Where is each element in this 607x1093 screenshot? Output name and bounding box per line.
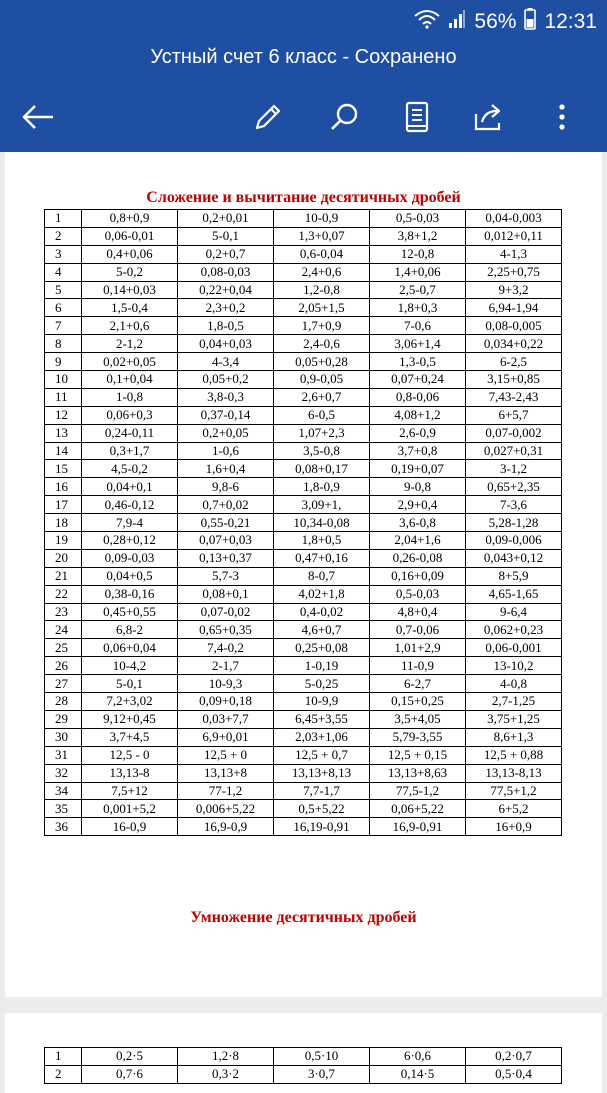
expression-cell: 10-9,9 bbox=[274, 693, 370, 711]
expression-cell: 7,7-1,7 bbox=[274, 782, 370, 800]
row-number: 10 bbox=[45, 371, 82, 389]
expression-cell: 10-9,3 bbox=[178, 675, 274, 693]
expression-cell: 16+0,9 bbox=[466, 818, 562, 836]
expression-cell: 0,09-0,03 bbox=[82, 549, 178, 567]
expression-cell: 5-0,1 bbox=[82, 675, 178, 693]
row-number: 28 bbox=[45, 693, 82, 711]
row-number: 19 bbox=[45, 532, 82, 550]
expression-cell: 77,5+1,2 bbox=[466, 782, 562, 800]
row-number: 12 bbox=[45, 406, 82, 424]
row-number: 27 bbox=[45, 675, 82, 693]
row-number: 5 bbox=[45, 281, 82, 299]
expression-cell: 1,8+0,3 bbox=[370, 299, 466, 317]
expression-cell: 12,5 + 0,15 bbox=[370, 746, 466, 764]
status-bar bbox=[0, 0, 607, 40]
row-number: 15 bbox=[45, 460, 82, 478]
expression-cell: 1-0,19 bbox=[274, 657, 370, 675]
expression-cell: 4,5-0,2 bbox=[82, 460, 178, 478]
expression-cell: 0,2+0,01 bbox=[178, 210, 274, 228]
expression-cell: 0,16+0,09 bbox=[370, 567, 466, 585]
expression-cell: 0,006+5,22 bbox=[178, 800, 274, 818]
expression-cell: 0,05+0,2 bbox=[178, 371, 274, 389]
expression-cell: 6,45+3,55 bbox=[274, 710, 370, 728]
expression-cell: 0,46-0,12 bbox=[82, 496, 178, 514]
expression-cell: 11-0,9 bbox=[370, 657, 466, 675]
table-row bbox=[45, 585, 562, 603]
expression-cell: 3,8-0,3 bbox=[178, 388, 274, 406]
expression-cell: 3,06+1,4 bbox=[370, 335, 466, 353]
table-row bbox=[45, 675, 562, 693]
expression-cell: 0,4+0,06 bbox=[82, 245, 178, 263]
expression-cell: 0,9-0,05 bbox=[274, 371, 370, 389]
expression-cell: 3,5-0,8 bbox=[274, 442, 370, 460]
expression-cell: 7,2+3,02 bbox=[82, 693, 178, 711]
expression-cell: 1,8-0,5 bbox=[178, 317, 274, 335]
table-row bbox=[45, 406, 562, 424]
table-row bbox=[45, 1065, 562, 1083]
table-row bbox=[45, 210, 562, 228]
expression-cell: 12,5 - 0 bbox=[82, 746, 178, 764]
expression-cell: 8,6+1,3 bbox=[466, 728, 562, 746]
expression-cell: 2-1,2 bbox=[82, 335, 178, 353]
expression-cell: 16,9-0,9 bbox=[178, 818, 274, 836]
expression-cell: 6,94-1,94 bbox=[466, 299, 562, 317]
expression-cell: 1,4+0,06 bbox=[370, 263, 466, 281]
row-number: 6 bbox=[45, 299, 82, 317]
row-number: 18 bbox=[45, 514, 82, 532]
expression-cell: 0,04+0,1 bbox=[82, 478, 178, 496]
expression-cell: 0,06-0,01 bbox=[82, 227, 178, 245]
row-number: 30 bbox=[45, 728, 82, 746]
expression-cell: 0,06-0,001 bbox=[466, 639, 562, 657]
expression-cell: 13,13-8,13 bbox=[466, 764, 562, 782]
expression-cell: 0,1+0,04 bbox=[82, 371, 178, 389]
app-bar bbox=[0, 40, 607, 152]
row-number: 7 bbox=[45, 317, 82, 335]
expression-cell: 0,09-0,006 bbox=[466, 532, 562, 550]
expression-cell: 0,05+0,28 bbox=[274, 353, 370, 371]
expression-cell: 3,6-0,8 bbox=[370, 514, 466, 532]
table-row bbox=[45, 746, 562, 764]
expression-cell: 2-1,7 bbox=[178, 657, 274, 675]
table-row bbox=[45, 710, 562, 728]
expression-cell: 9,12+0,45 bbox=[82, 710, 178, 728]
expression-cell: 77,5-1,2 bbox=[370, 782, 466, 800]
table-row bbox=[45, 245, 562, 263]
table-row bbox=[45, 478, 562, 496]
row-number: 16 bbox=[45, 478, 82, 496]
row-number: 26 bbox=[45, 657, 82, 675]
expression-cell: 1,5-0,4 bbox=[82, 299, 178, 317]
expression-cell: 2,04+1,6 bbox=[370, 532, 466, 550]
row-number: 25 bbox=[45, 639, 82, 657]
expression-cell: 6-0,5 bbox=[274, 406, 370, 424]
expression-cell: 0,07+0,03 bbox=[178, 532, 274, 550]
expression-cell: 6,8-2 bbox=[82, 621, 178, 639]
row-number: 14 bbox=[45, 442, 82, 460]
expression-cell: 0,08+0,17 bbox=[274, 460, 370, 478]
back-arrow-icon[interactable] bbox=[16, 95, 60, 139]
expression-cell: 4,8+0,4 bbox=[370, 603, 466, 621]
expression-cell: 6-2,7 bbox=[370, 675, 466, 693]
expression-cell: 0,001+5,2 bbox=[82, 800, 178, 818]
document-page-1 bbox=[5, 152, 602, 997]
expression-cell: 1,01+2,9 bbox=[370, 639, 466, 657]
table-row bbox=[45, 335, 562, 353]
expression-cell: 0,14+0,03 bbox=[82, 281, 178, 299]
row-number: 11 bbox=[45, 388, 82, 406]
table-row bbox=[45, 782, 562, 800]
expression-cell: 7,9-4 bbox=[82, 514, 178, 532]
expression-cell: 1,6+0,4 bbox=[178, 460, 274, 478]
row-number: 24 bbox=[45, 621, 82, 639]
table-row bbox=[45, 639, 562, 657]
expression-cell: 2,05+1,5 bbox=[274, 299, 370, 317]
expression-cell: 0,043+0,12 bbox=[466, 549, 562, 567]
expression-cell: 0,5-0,03 bbox=[370, 585, 466, 603]
table-row bbox=[45, 496, 562, 514]
expression-cell: 4-3,4 bbox=[178, 353, 274, 371]
row-number: 13 bbox=[45, 424, 82, 442]
table-row bbox=[45, 371, 562, 389]
expression-cell: 2,25+0,75 bbox=[466, 263, 562, 281]
table-row bbox=[45, 657, 562, 675]
expression-cell: 0,04+0,03 bbox=[178, 335, 274, 353]
expression-cell: 0,5·0,4 bbox=[466, 1065, 562, 1083]
expression-cell: 1,7+0,9 bbox=[274, 317, 370, 335]
expression-cell: 0,034+0,22 bbox=[466, 335, 562, 353]
table-row bbox=[45, 567, 562, 585]
table-row bbox=[45, 424, 562, 442]
expression-cell: 0,28+0,12 bbox=[82, 532, 178, 550]
expression-cell: 0,24-0,11 bbox=[82, 424, 178, 442]
expression-cell: 0,8-0,06 bbox=[370, 388, 466, 406]
expression-cell: 3,75+1,25 bbox=[466, 710, 562, 728]
expression-cell: 5,7-3 bbox=[178, 567, 274, 585]
expression-cell: 9,8-6 bbox=[178, 478, 274, 496]
expression-cell: 1,2-0,8 bbox=[274, 281, 370, 299]
expression-cell: 0,7+0,02 bbox=[178, 496, 274, 514]
expression-cell: 0,02+0,05 bbox=[82, 353, 178, 371]
more-vert-icon[interactable] bbox=[540, 95, 584, 139]
expression-cell: 0,07-0,002 bbox=[466, 424, 562, 442]
expression-cell: 1-0,8 bbox=[82, 388, 178, 406]
expression-cell: 0,7-0,06 bbox=[370, 621, 466, 639]
expression-cell: 7,4-0,2 bbox=[178, 639, 274, 657]
expression-cell: 2,3+0,2 bbox=[178, 299, 274, 317]
row-number: 35 bbox=[45, 800, 82, 818]
expression-cell: 0,47+0,16 bbox=[274, 549, 370, 567]
expression-cell: 0,22+0,04 bbox=[178, 281, 274, 299]
table-row bbox=[45, 532, 562, 550]
expression-cell: 0,8+0,9 bbox=[82, 210, 178, 228]
expression-cell: 1,07+2,3 bbox=[274, 424, 370, 442]
table-row bbox=[45, 442, 562, 460]
expression-cell: 0,65+0,35 bbox=[178, 621, 274, 639]
expression-cell: 12,5 + 0 bbox=[178, 746, 274, 764]
battery-percent: 56% bbox=[474, 10, 517, 33]
expression-cell: 0,2+0,05 bbox=[178, 424, 274, 442]
table-row bbox=[45, 728, 562, 746]
expression-cell: 0,5-0,03 bbox=[370, 210, 466, 228]
expression-cell: 13,13+8,63 bbox=[370, 764, 466, 782]
expression-cell: 1,3+0,07 bbox=[274, 227, 370, 245]
table-row bbox=[45, 603, 562, 621]
row-number: 4 bbox=[45, 263, 82, 281]
section-title-addition: Сложение и вычитание десятичных дробей bbox=[146, 189, 461, 206]
expression-cell: 1,8+0,5 bbox=[274, 532, 370, 550]
expression-cell: 0,5·10 bbox=[274, 1048, 370, 1066]
expression-cell: 0,2+0,7 bbox=[178, 245, 274, 263]
expression-cell: 2,1+0,6 bbox=[82, 317, 178, 335]
expression-cell: 2,7-1,25 bbox=[466, 693, 562, 711]
expression-cell: 77-1,2 bbox=[178, 782, 274, 800]
table-row bbox=[45, 621, 562, 639]
battery-icon bbox=[524, 8, 536, 36]
expression-cell: 5-0,1 bbox=[178, 227, 274, 245]
expression-cell: 0,04+0,5 bbox=[82, 567, 178, 585]
row-number: 31 bbox=[45, 746, 82, 764]
expression-cell: 0,062+0,23 bbox=[466, 621, 562, 639]
wifi-icon bbox=[414, 9, 440, 35]
expression-cell: 0,25+0,08 bbox=[274, 639, 370, 657]
row-number: 32 bbox=[45, 764, 82, 782]
expression-cell: 12,5 + 0,88 bbox=[466, 746, 562, 764]
row-number: 3 bbox=[45, 245, 82, 263]
expression-cell: 10-0,9 bbox=[274, 210, 370, 228]
clock: 12:31 bbox=[544, 10, 597, 33]
table-row bbox=[45, 549, 562, 567]
expression-cell: 0,37-0,14 bbox=[178, 406, 274, 424]
expression-cell: 3,7+4,5 bbox=[82, 728, 178, 746]
expression-cell: 9-0,8 bbox=[370, 478, 466, 496]
expression-cell: 9-6,4 bbox=[466, 603, 562, 621]
expression-cell: 6,9+0,01 bbox=[178, 728, 274, 746]
expression-cell: 0,65+2,35 bbox=[466, 478, 562, 496]
expression-cell: 2,9+0,4 bbox=[370, 496, 466, 514]
expression-cell: 0,2·5 bbox=[82, 1048, 178, 1066]
expression-cell: 0,08+0,1 bbox=[178, 585, 274, 603]
expression-cell: 0,027+0,31 bbox=[466, 442, 562, 460]
table-row bbox=[45, 693, 562, 711]
table-row bbox=[45, 818, 562, 836]
expression-cell: 0,04-0,003 bbox=[466, 210, 562, 228]
expression-cell: 0,19+0,07 bbox=[370, 460, 466, 478]
expression-cell: 7-0,6 bbox=[370, 317, 466, 335]
expression-cell: 4,65-1,65 bbox=[466, 585, 562, 603]
expression-cell: 6·0,6 bbox=[370, 1048, 466, 1066]
expression-cell: 1,8-0,9 bbox=[274, 478, 370, 496]
row-number: 2 bbox=[45, 227, 82, 245]
table-row bbox=[45, 800, 562, 818]
expression-cell: 5-0,25 bbox=[274, 675, 370, 693]
expression-cell: 0,09+0,18 bbox=[178, 693, 274, 711]
row-number: 9 bbox=[45, 353, 82, 371]
expression-cell: 6-2,5 bbox=[466, 353, 562, 371]
document-page-2 bbox=[5, 1013, 602, 1093]
expression-cell: 16-0,9 bbox=[82, 818, 178, 836]
expression-cell: 10-4,2 bbox=[82, 657, 178, 675]
expression-cell: 2,03+1,06 bbox=[274, 728, 370, 746]
expression-cell: 12,5 + 0,7 bbox=[274, 746, 370, 764]
expression-cell: 9+3,2 bbox=[466, 281, 562, 299]
expression-cell: 3,09+1, bbox=[274, 496, 370, 514]
document-title: Устный счет 6 класс - Сохранено bbox=[150, 46, 457, 68]
expression-cell: 13-10,2 bbox=[466, 657, 562, 675]
table-row bbox=[45, 460, 562, 478]
expression-cell: 2,6+0,7 bbox=[274, 388, 370, 406]
expression-cell: 4-1,3 bbox=[466, 245, 562, 263]
row-number: 2 bbox=[45, 1065, 82, 1083]
expression-cell: 0,06+0,04 bbox=[82, 639, 178, 657]
expression-cell: 0,07+0,24 bbox=[370, 371, 466, 389]
expression-cell: 3,7+0,8 bbox=[370, 442, 466, 460]
expression-cell: 2,5-0,7 bbox=[370, 281, 466, 299]
expression-cell: 0,3+1,7 bbox=[82, 442, 178, 460]
row-number: 23 bbox=[45, 603, 82, 621]
share-icon[interactable] bbox=[467, 95, 511, 139]
expression-cell: 0,06+0,3 bbox=[82, 406, 178, 424]
table-row bbox=[45, 388, 562, 406]
row-number: 17 bbox=[45, 496, 82, 514]
row-number: 8 bbox=[45, 335, 82, 353]
expression-cell: 1-0,6 bbox=[178, 442, 274, 460]
expression-cell: 0,6-0,04 bbox=[274, 245, 370, 263]
table-row bbox=[45, 317, 562, 335]
expression-cell: 0,2·0,7 bbox=[466, 1048, 562, 1066]
expression-cell: 1,2·8 bbox=[178, 1048, 274, 1066]
expression-cell: 4-0,8 bbox=[466, 675, 562, 693]
expression-cell: 2,6-0,9 bbox=[370, 424, 466, 442]
expression-cell: 1,3-0,5 bbox=[370, 353, 466, 371]
row-number: 1 bbox=[45, 1048, 82, 1066]
table-row bbox=[45, 764, 562, 782]
row-number: 21 bbox=[45, 567, 82, 585]
expression-cell: 0,13+0,37 bbox=[178, 549, 274, 567]
expression-cell: 0,3·2 bbox=[178, 1065, 274, 1083]
expression-cell: 4,02+1,8 bbox=[274, 585, 370, 603]
expression-cell: 7,5+12 bbox=[82, 782, 178, 800]
expression-cell: 8-0,7 bbox=[274, 567, 370, 585]
expression-cell: 5,28-1,28 bbox=[466, 514, 562, 532]
row-number: 1 bbox=[45, 210, 82, 228]
expression-cell: 7-3,6 bbox=[466, 496, 562, 514]
expression-cell: 6+5,7 bbox=[466, 406, 562, 424]
expression-cell: 13,13-8 bbox=[82, 764, 178, 782]
table-row bbox=[45, 227, 562, 245]
expression-cell: 5-0,2 bbox=[82, 263, 178, 281]
row-number: 36 bbox=[45, 818, 82, 836]
document-view-icon[interactable] bbox=[395, 95, 439, 139]
expression-cell: 0,4-0,02 bbox=[274, 603, 370, 621]
table-row bbox=[45, 1048, 562, 1066]
expression-cell: 4,08+1,2 bbox=[370, 406, 466, 424]
expression-cell: 0,06+5,22 bbox=[370, 800, 466, 818]
expression-cell: 0,14·5 bbox=[370, 1065, 466, 1083]
expression-cell: 2,4-0,6 bbox=[274, 335, 370, 353]
row-number: 22 bbox=[45, 585, 82, 603]
expression-cell: 8+5,9 bbox=[466, 567, 562, 585]
expression-cell: 16,19-0,91 bbox=[274, 818, 370, 836]
expression-cell: 0,5+5,22 bbox=[274, 800, 370, 818]
signal-icon bbox=[448, 9, 466, 35]
pencil-icon[interactable] bbox=[246, 95, 290, 139]
expression-cell: 3,15+0,85 bbox=[466, 371, 562, 389]
expression-cell: 2,4+0,6 bbox=[274, 263, 370, 281]
expression-cell: 7,43-2,43 bbox=[466, 388, 562, 406]
row-number: 20 bbox=[45, 549, 82, 567]
multiplication-table bbox=[44, 1047, 562, 1084]
table-row bbox=[45, 263, 562, 281]
expression-cell: 16,9-0,91 bbox=[370, 818, 466, 836]
expression-cell: 0,07-0,02 bbox=[178, 603, 274, 621]
expression-cell: 0,7·6 bbox=[82, 1065, 178, 1083]
expression-cell: 6+5,2 bbox=[466, 800, 562, 818]
expression-cell: 0,08-0,03 bbox=[178, 263, 274, 281]
expression-cell: 0,03+7,7 bbox=[178, 710, 274, 728]
expression-cell: 3-1,2 bbox=[466, 460, 562, 478]
row-number: 29 bbox=[45, 710, 82, 728]
expression-cell: 0,55-0,21 bbox=[178, 514, 274, 532]
expression-cell: 10,34-0,08 bbox=[274, 514, 370, 532]
row-number: 34 bbox=[45, 782, 82, 800]
expression-cell: 3,5+4,05 bbox=[370, 710, 466, 728]
expression-cell: 13,13+8,13 bbox=[274, 764, 370, 782]
expression-cell: 0,08-0,005 bbox=[466, 317, 562, 335]
section-title-multiplication: Умножение десятичных дробей bbox=[190, 909, 417, 926]
expression-cell: 3,8+1,2 bbox=[370, 227, 466, 245]
table-row bbox=[45, 281, 562, 299]
expression-cell: 0,45+0,55 bbox=[82, 603, 178, 621]
expression-cell: 4,6+0,7 bbox=[274, 621, 370, 639]
expression-cell: 13,13+8 bbox=[178, 764, 274, 782]
search-icon[interactable] bbox=[322, 95, 366, 139]
expression-cell: 0,012+0,11 bbox=[466, 227, 562, 245]
table-row bbox=[45, 353, 562, 371]
expression-cell: 0,26-0,08 bbox=[370, 549, 466, 567]
expression-cell: 12-0,8 bbox=[370, 245, 466, 263]
addition-table bbox=[44, 209, 562, 836]
table-row bbox=[45, 514, 562, 532]
expression-cell: 3·0,7 bbox=[274, 1065, 370, 1083]
expression-cell: 5,79-3,55 bbox=[370, 728, 466, 746]
expression-cell: 0,38-0,16 bbox=[82, 585, 178, 603]
table-row bbox=[45, 299, 562, 317]
expression-cell: 0,15+0,25 bbox=[370, 693, 466, 711]
